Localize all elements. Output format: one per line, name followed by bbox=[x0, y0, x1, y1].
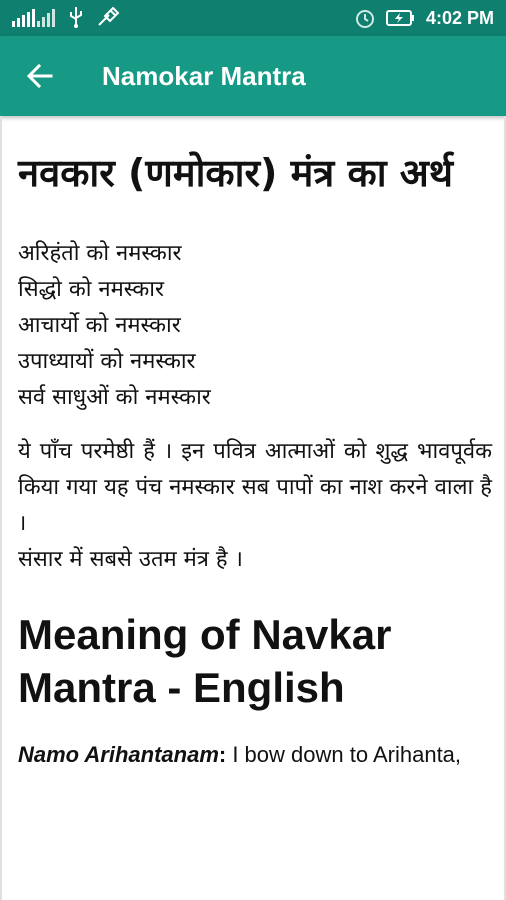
hindi-paragraph bbox=[18, 434, 492, 578]
namaskar-line: सिद्धो को नमस्कार bbox=[18, 277, 164, 302]
namaskar-line: आचार्यो को नमस्कार bbox=[18, 313, 181, 338]
arrow-back-icon bbox=[27, 63, 53, 89]
app-bar bbox=[0, 36, 506, 116]
english-meaning bbox=[18, 740, 492, 770]
status-bar bbox=[0, 0, 506, 36]
alarm-icon bbox=[354, 7, 376, 29]
english-text: I bow down to Arihanta, bbox=[226, 742, 462, 767]
wrench-icon bbox=[96, 6, 120, 28]
namaskar-line: अरिहंतो को नमस्कार bbox=[18, 241, 182, 266]
content-inner bbox=[18, 140, 492, 770]
namaskar-line: सर्व साधुओं को नमस्कार bbox=[18, 385, 211, 410]
hindi-heading: नवकार (णमोकार) मंत्र का अर्थ bbox=[18, 151, 454, 195]
hindi-paragraph-line-2: संसार में सबसे उतम मंत्र है । bbox=[18, 547, 243, 572]
status-right-icons bbox=[354, 6, 494, 30]
english-term: Namo Arihantanam bbox=[18, 742, 219, 767]
back-button[interactable] bbox=[20, 56, 60, 96]
english-colon: : bbox=[218, 742, 227, 767]
namaskar-lines bbox=[18, 236, 492, 416]
status-left-icons bbox=[12, 6, 120, 28]
status-time: 4:02 PM bbox=[425, 8, 494, 28]
signal-icon bbox=[12, 7, 56, 27]
hindi-paragraph-line-1: ये पाँच परमेष्ठी हैं । इन पवित्र आत्माओं को शुद्ध भावपूर्वक किया गया यह पंच नमस्कार सब पापों का नाश करने वाला है । bbox=[18, 439, 492, 536]
content-area[interactable] bbox=[0, 116, 506, 900]
usb-icon bbox=[68, 6, 84, 28]
battery-icon bbox=[386, 9, 416, 27]
app-title: Namokar Mantra bbox=[102, 61, 306, 91]
namaskar-line: उपाध्यायों को नमस्कार bbox=[18, 349, 196, 374]
english-heading: Meaning of Navkar Mantra - English bbox=[18, 611, 392, 711]
